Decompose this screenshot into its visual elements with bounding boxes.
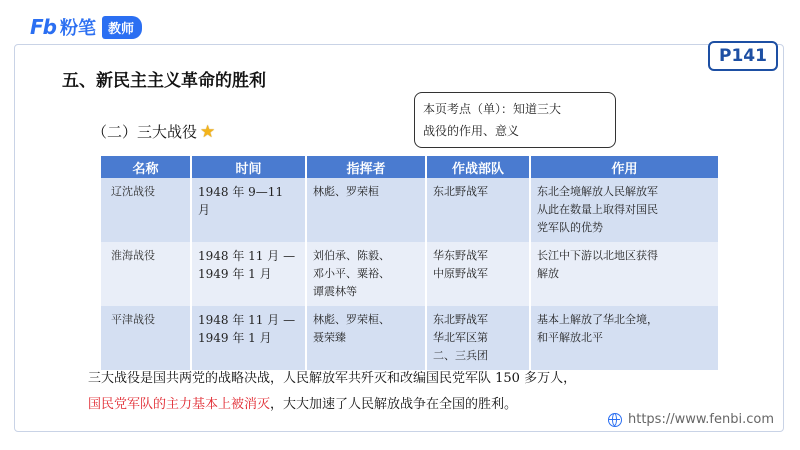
header-time: 时间 bbox=[191, 156, 306, 178]
time-line: 1948 年 11 月 — bbox=[198, 313, 296, 327]
effect-line: 从此在数量上取得对国民 bbox=[537, 203, 658, 216]
globe-icon bbox=[608, 413, 622, 427]
header-effect: 作用 bbox=[530, 156, 719, 178]
battle-troops bbox=[426, 242, 530, 306]
troops-line: 二、三兵团 bbox=[433, 349, 488, 362]
battle-name: 平津战役 bbox=[101, 306, 191, 370]
commanders-line: 刘伯承、陈毅、 bbox=[313, 249, 390, 262]
footer-url[interactable] bbox=[608, 412, 774, 427]
effect-line: 基本上解放了华北全境， bbox=[537, 313, 658, 326]
troops-line: 东北野战军 bbox=[433, 313, 488, 326]
troops-line: 中原野战军 bbox=[433, 267, 488, 280]
logo-name: 粉笔 bbox=[59, 18, 96, 39]
battle-name: 辽沈战役 bbox=[101, 178, 191, 242]
troops-line: 东北野战军 bbox=[433, 185, 488, 198]
page-number-badge: P141 bbox=[708, 41, 778, 71]
battle-effect bbox=[530, 306, 719, 370]
summary-line-2 bbox=[88, 392, 576, 418]
commanders-line: 聂荣臻 bbox=[313, 331, 346, 344]
battle-commanders bbox=[306, 242, 426, 306]
time-line: 1949 年 1 月 bbox=[198, 267, 272, 281]
note-line-2: 战役的作用、意义 bbox=[423, 124, 520, 138]
battle-troops bbox=[426, 306, 530, 370]
star-icon: ★ bbox=[200, 121, 216, 142]
battle-effect bbox=[530, 178, 719, 242]
header-troops: 作战部队 bbox=[426, 156, 530, 178]
subheading-text: （二）三大战役 bbox=[92, 123, 198, 141]
time-line: 月 bbox=[198, 203, 211, 217]
table-header-row bbox=[101, 156, 719, 178]
commanders-line: 林彪、罗荣桓 bbox=[313, 185, 379, 198]
note-line-1: 本页考点（单）：知道三大 bbox=[423, 102, 562, 116]
troops-line: 华东野战军 bbox=[433, 249, 488, 262]
subheading bbox=[92, 121, 215, 142]
footer-url-text[interactable]: https://www.fenbi.com bbox=[627, 412, 774, 427]
summary-highlight: 国民党军队的主力基本上被消灭 bbox=[88, 397, 271, 412]
fenbi-logo bbox=[30, 12, 142, 42]
battle-time bbox=[191, 242, 306, 306]
battle-commanders bbox=[306, 306, 426, 370]
effect-line: 东北全境解放人民解放军 bbox=[537, 185, 658, 198]
table-row bbox=[101, 242, 719, 306]
commanders-line: 林彪、罗荣桓、 bbox=[313, 313, 390, 326]
battles-table bbox=[101, 156, 720, 370]
effect-line: 长江中下游以北地区获得 bbox=[537, 249, 658, 262]
summary-text bbox=[88, 366, 576, 418]
battle-time bbox=[191, 178, 306, 242]
commanders-line: 邓小平、粟裕、 bbox=[313, 267, 390, 280]
summary-line-1: 三大战役是国共两党的战略决战，人民解放军共歼灭和改编国民党军队 150 多万人， bbox=[88, 371, 577, 386]
time-line: 1949 年 1 月 bbox=[198, 331, 272, 345]
table-row bbox=[101, 178, 719, 242]
commanders-line: 谭震林等 bbox=[313, 285, 357, 298]
header-commanders: 指挥者 bbox=[306, 156, 426, 178]
logo-badge: 教师 bbox=[102, 16, 142, 39]
battle-troops bbox=[426, 178, 530, 242]
battle-effect bbox=[530, 242, 719, 306]
battle-commanders bbox=[306, 178, 426, 242]
troops-line: 华北军区第 bbox=[433, 331, 488, 344]
logo-mark: Fb bbox=[30, 15, 56, 39]
battle-name: 淮海战役 bbox=[101, 242, 191, 306]
effect-line: 和平解放北平 bbox=[537, 331, 603, 344]
battle-time bbox=[191, 306, 306, 370]
table-row bbox=[101, 306, 719, 370]
summary-line-2-rest: ，大大加速了人民解放战争在全国的胜利。 bbox=[270, 397, 518, 412]
header-name: 名称 bbox=[101, 156, 191, 178]
section-title: 五、新民主主义革命的胜利 bbox=[62, 71, 266, 91]
time-line: 1948 年 9—11 bbox=[198, 185, 284, 199]
time-line: 1948 年 11 月 — bbox=[198, 249, 296, 263]
effect-line: 解放 bbox=[537, 267, 559, 280]
exam-point-note bbox=[414, 92, 616, 148]
effect-line: 党军队的优势 bbox=[537, 221, 603, 234]
